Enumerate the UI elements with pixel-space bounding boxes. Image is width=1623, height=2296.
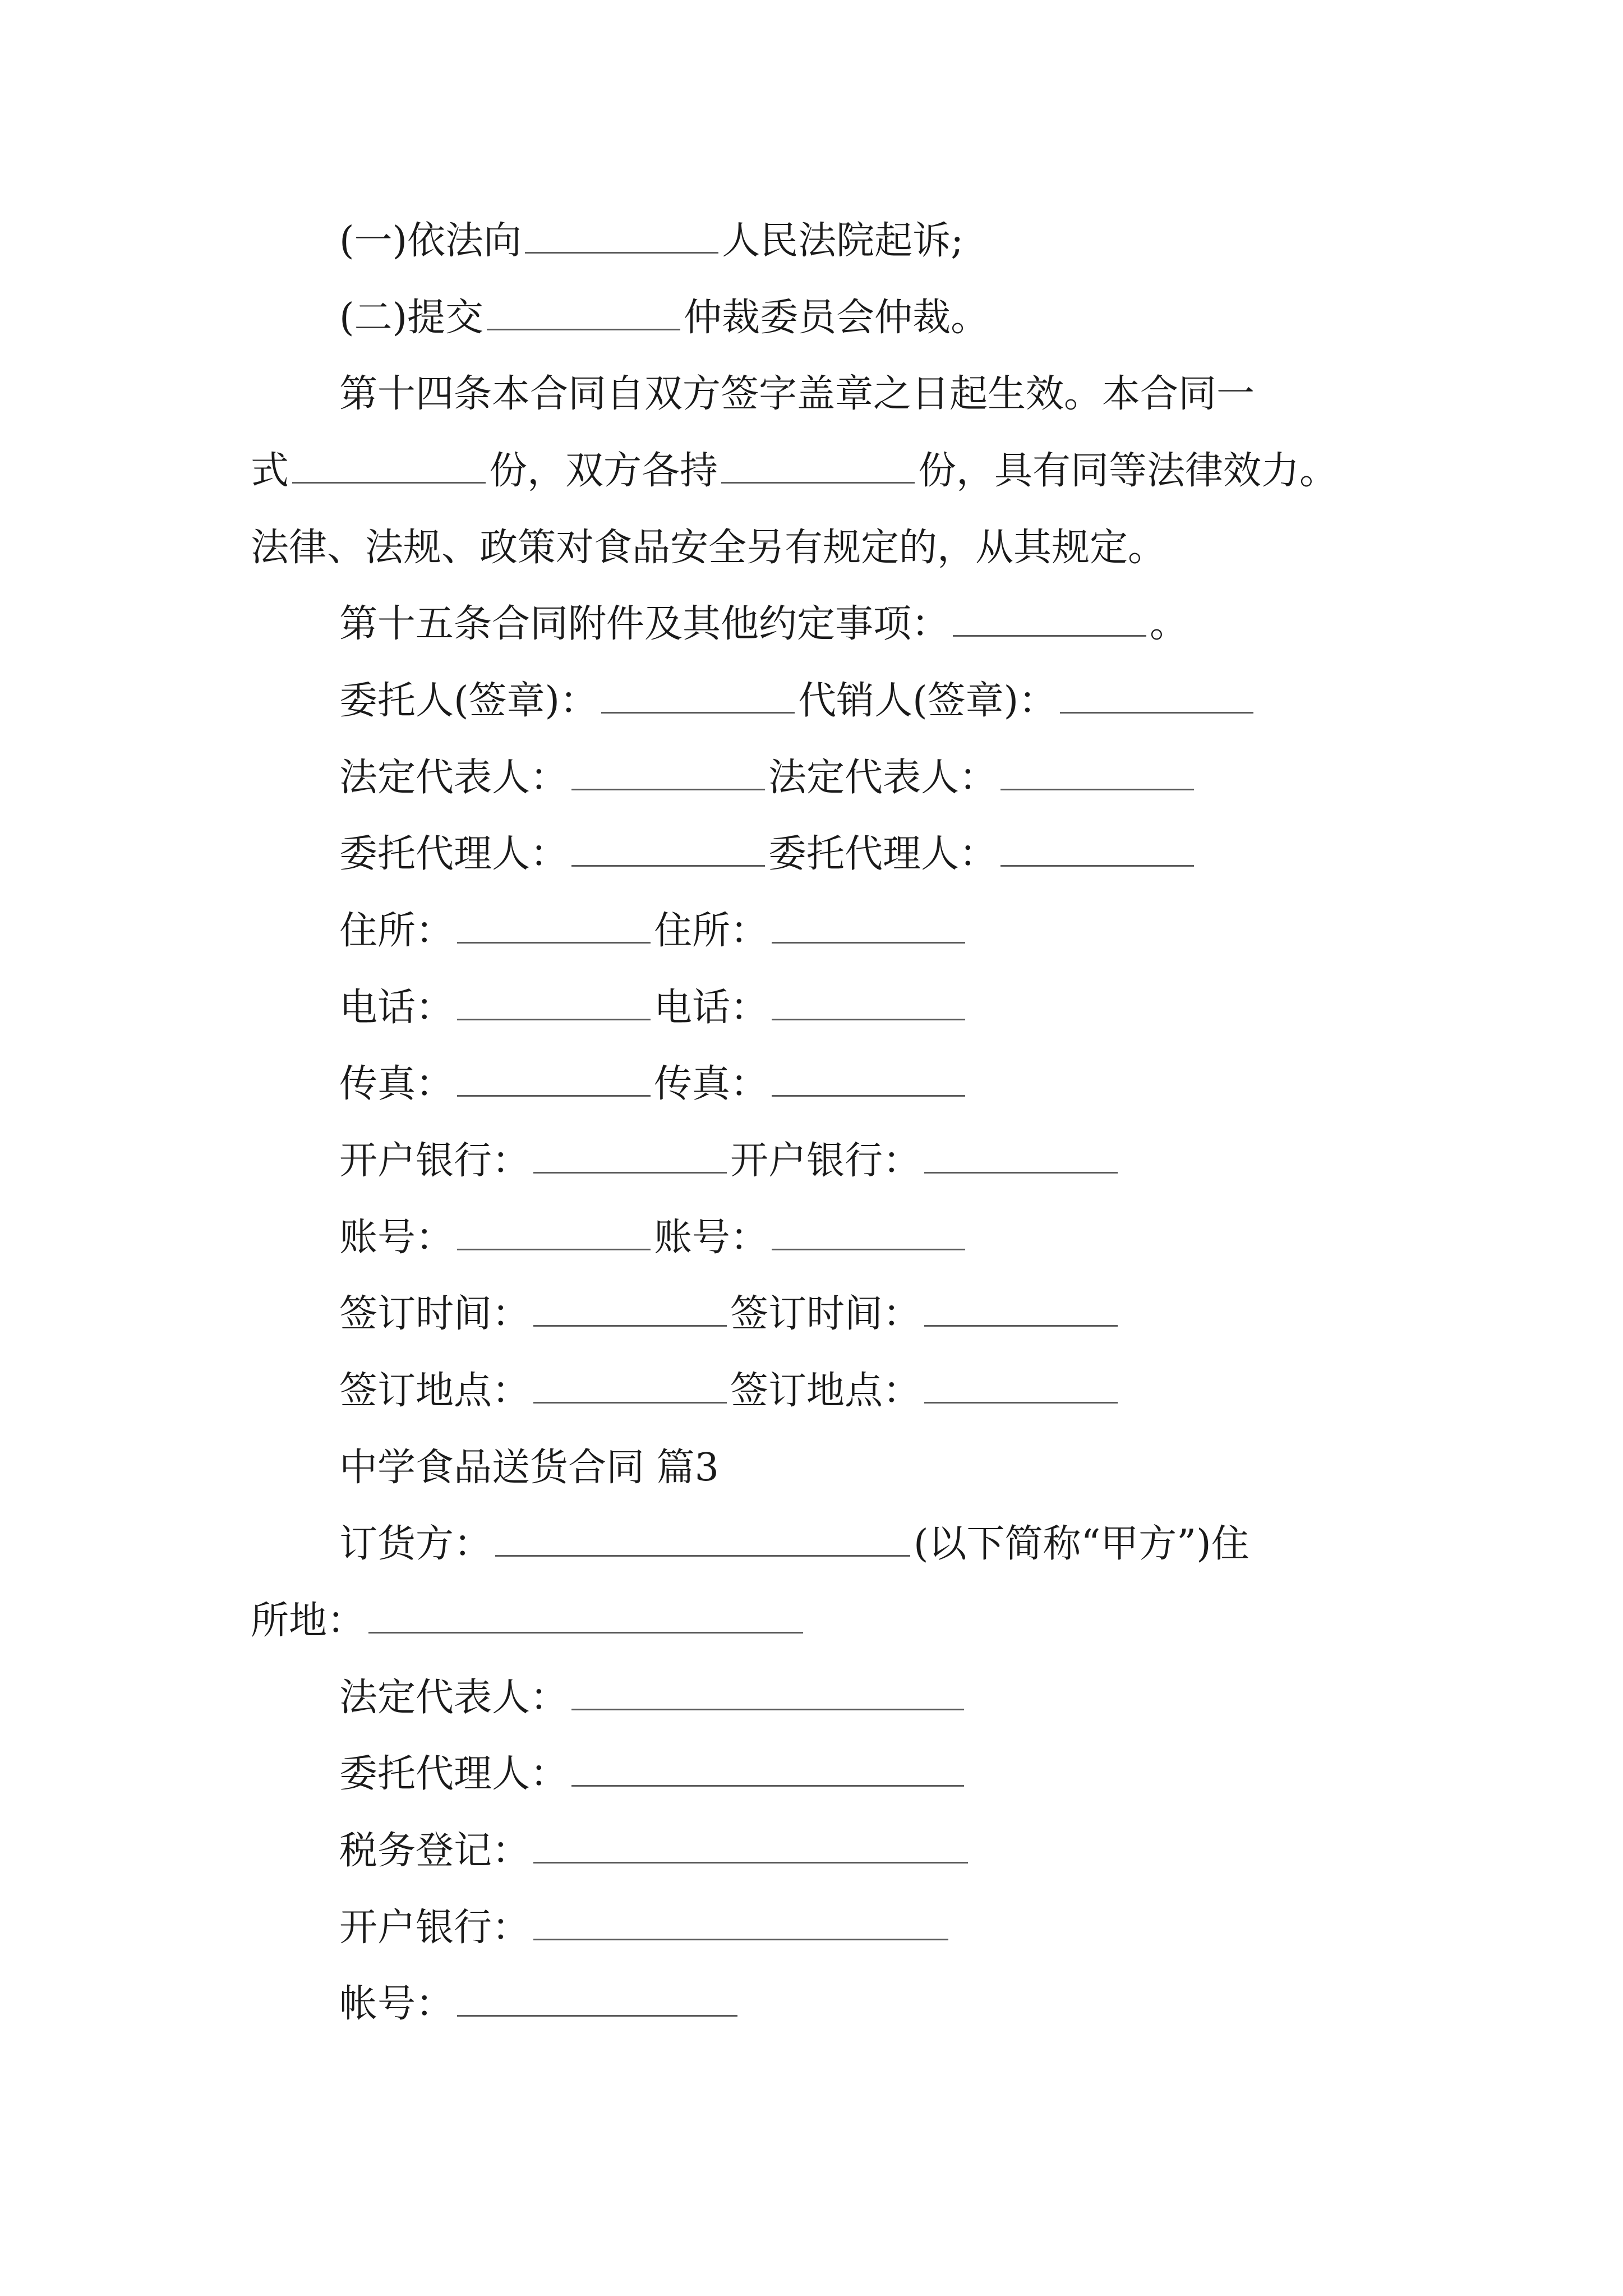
blank-field[interactable] bbox=[571, 1677, 964, 1710]
ordering-party bbox=[339, 1516, 1249, 1572]
blank-field[interactable] bbox=[1000, 834, 1194, 867]
text: 第十五条合同附件及其他约定事项： bbox=[339, 602, 950, 646]
blank-field[interactable] bbox=[533, 1294, 727, 1327]
tax-registration bbox=[339, 1823, 971, 1879]
blank-field[interactable] bbox=[533, 1140, 727, 1174]
text: 法定代表人： bbox=[339, 756, 569, 800]
text: 委托代理人： bbox=[768, 832, 998, 876]
article-15 bbox=[339, 596, 1188, 652]
text: 住所： bbox=[339, 909, 454, 953]
text: 。 bbox=[1150, 602, 1188, 646]
address bbox=[339, 903, 969, 959]
text: 份，双方各持 bbox=[489, 449, 718, 493]
signing-time bbox=[339, 1286, 1121, 1342]
text: 签订地点： bbox=[339, 1369, 531, 1413]
party-account bbox=[339, 1976, 741, 2032]
text: (以下简称“甲方”)住 bbox=[914, 1522, 1249, 1566]
text: 税务登记： bbox=[339, 1829, 531, 1873]
blank-field[interactable] bbox=[533, 1370, 727, 1404]
blank-field[interactable] bbox=[1000, 757, 1194, 790]
text: 委托代理人： bbox=[339, 1752, 569, 1796]
blank-field[interactable] bbox=[571, 757, 765, 790]
text: 签订地点： bbox=[730, 1369, 921, 1413]
blank-field[interactable] bbox=[721, 450, 915, 484]
legal-representative bbox=[339, 750, 1197, 806]
text: 签订时间： bbox=[339, 1292, 531, 1336]
signing-place bbox=[339, 1363, 1121, 1419]
text: 开户银行： bbox=[339, 1139, 531, 1183]
party-bank bbox=[339, 1900, 952, 1956]
text: 账号： bbox=[339, 1216, 454, 1260]
blank-field[interactable] bbox=[457, 1064, 651, 1097]
text: 委托人(签章)： bbox=[339, 679, 598, 723]
text: (一)依法向 bbox=[339, 219, 522, 263]
blank-field[interactable] bbox=[457, 1217, 651, 1250]
blank-field[interactable] bbox=[924, 1294, 1118, 1327]
blank-field[interactable] bbox=[772, 1217, 965, 1250]
text: 代销人(签章)： bbox=[798, 679, 1057, 723]
ordering-party-address bbox=[251, 1593, 806, 1649]
text: 签订时间： bbox=[730, 1292, 921, 1336]
blank-field[interactable] bbox=[495, 1524, 910, 1557]
blank-field[interactable] bbox=[487, 297, 680, 330]
blank-field[interactable] bbox=[953, 604, 1146, 637]
account bbox=[339, 1210, 969, 1266]
blank-field[interactable] bbox=[292, 450, 486, 484]
blank-field[interactable] bbox=[924, 1140, 1118, 1174]
text: 订货方： bbox=[339, 1522, 492, 1566]
blank-field[interactable] bbox=[533, 1907, 948, 1940]
text: 传真： bbox=[654, 1062, 769, 1106]
party-legal-representative bbox=[339, 1670, 967, 1726]
text: 住所： bbox=[654, 909, 769, 953]
blank-field[interactable] bbox=[601, 680, 795, 714]
text: (二)提交 bbox=[339, 296, 484, 340]
text: 份，具有同等法律效力。 bbox=[918, 449, 1338, 493]
party-authorized-agent bbox=[339, 1746, 967, 1802]
text: 账号： bbox=[654, 1216, 769, 1260]
article-14-line-3: 法律、法规、政策对食品安全另有规定的，从其规定。 bbox=[251, 526, 1166, 570]
section-heading: 中学食品送货合同 篇3 bbox=[339, 1446, 719, 1490]
fax bbox=[339, 1056, 969, 1112]
blank-field[interactable] bbox=[368, 1600, 803, 1634]
text: 委托代理人： bbox=[339, 832, 569, 876]
text: 法定代表人： bbox=[339, 1676, 569, 1720]
text: 开户银行： bbox=[339, 1906, 531, 1950]
clause-court-option bbox=[339, 213, 963, 269]
clause-arbitration-option bbox=[339, 290, 989, 346]
authorized-agent bbox=[339, 826, 1197, 882]
text: 式 bbox=[251, 449, 289, 493]
blank-field[interactable] bbox=[525, 220, 718, 254]
signature-principal bbox=[339, 673, 1257, 729]
article-14-line-2 bbox=[251, 443, 1338, 499]
text: 电话： bbox=[339, 986, 454, 1030]
blank-field[interactable] bbox=[571, 1754, 964, 1787]
text: 电话： bbox=[654, 986, 769, 1030]
blank-field[interactable] bbox=[571, 834, 765, 867]
blank-field[interactable] bbox=[457, 910, 651, 944]
blank-field[interactable] bbox=[772, 1064, 965, 1097]
text: 开户银行： bbox=[730, 1139, 921, 1183]
blank-field[interactable] bbox=[772, 987, 965, 1020]
blank-field[interactable] bbox=[533, 1830, 968, 1864]
blank-field[interactable] bbox=[924, 1370, 1118, 1404]
blank-field[interactable] bbox=[772, 910, 965, 944]
phone bbox=[339, 980, 969, 1036]
text: 法定代表人： bbox=[768, 756, 998, 800]
article-14-line-1: 第十四条本合同自双方签字盖章之日起生效。本合同一 bbox=[339, 372, 1255, 416]
text: 帐号： bbox=[339, 1982, 454, 2026]
blank-field[interactable] bbox=[457, 987, 651, 1020]
text: 所地： bbox=[251, 1599, 366, 1643]
blank-field[interactable] bbox=[457, 1984, 737, 2017]
text: 仲裁委员会仲裁。 bbox=[684, 296, 989, 340]
blank-field[interactable] bbox=[1060, 680, 1253, 714]
bank bbox=[339, 1133, 1121, 1189]
text: 人民法院起诉; bbox=[722, 219, 963, 263]
text: 传真： bbox=[339, 1062, 454, 1106]
